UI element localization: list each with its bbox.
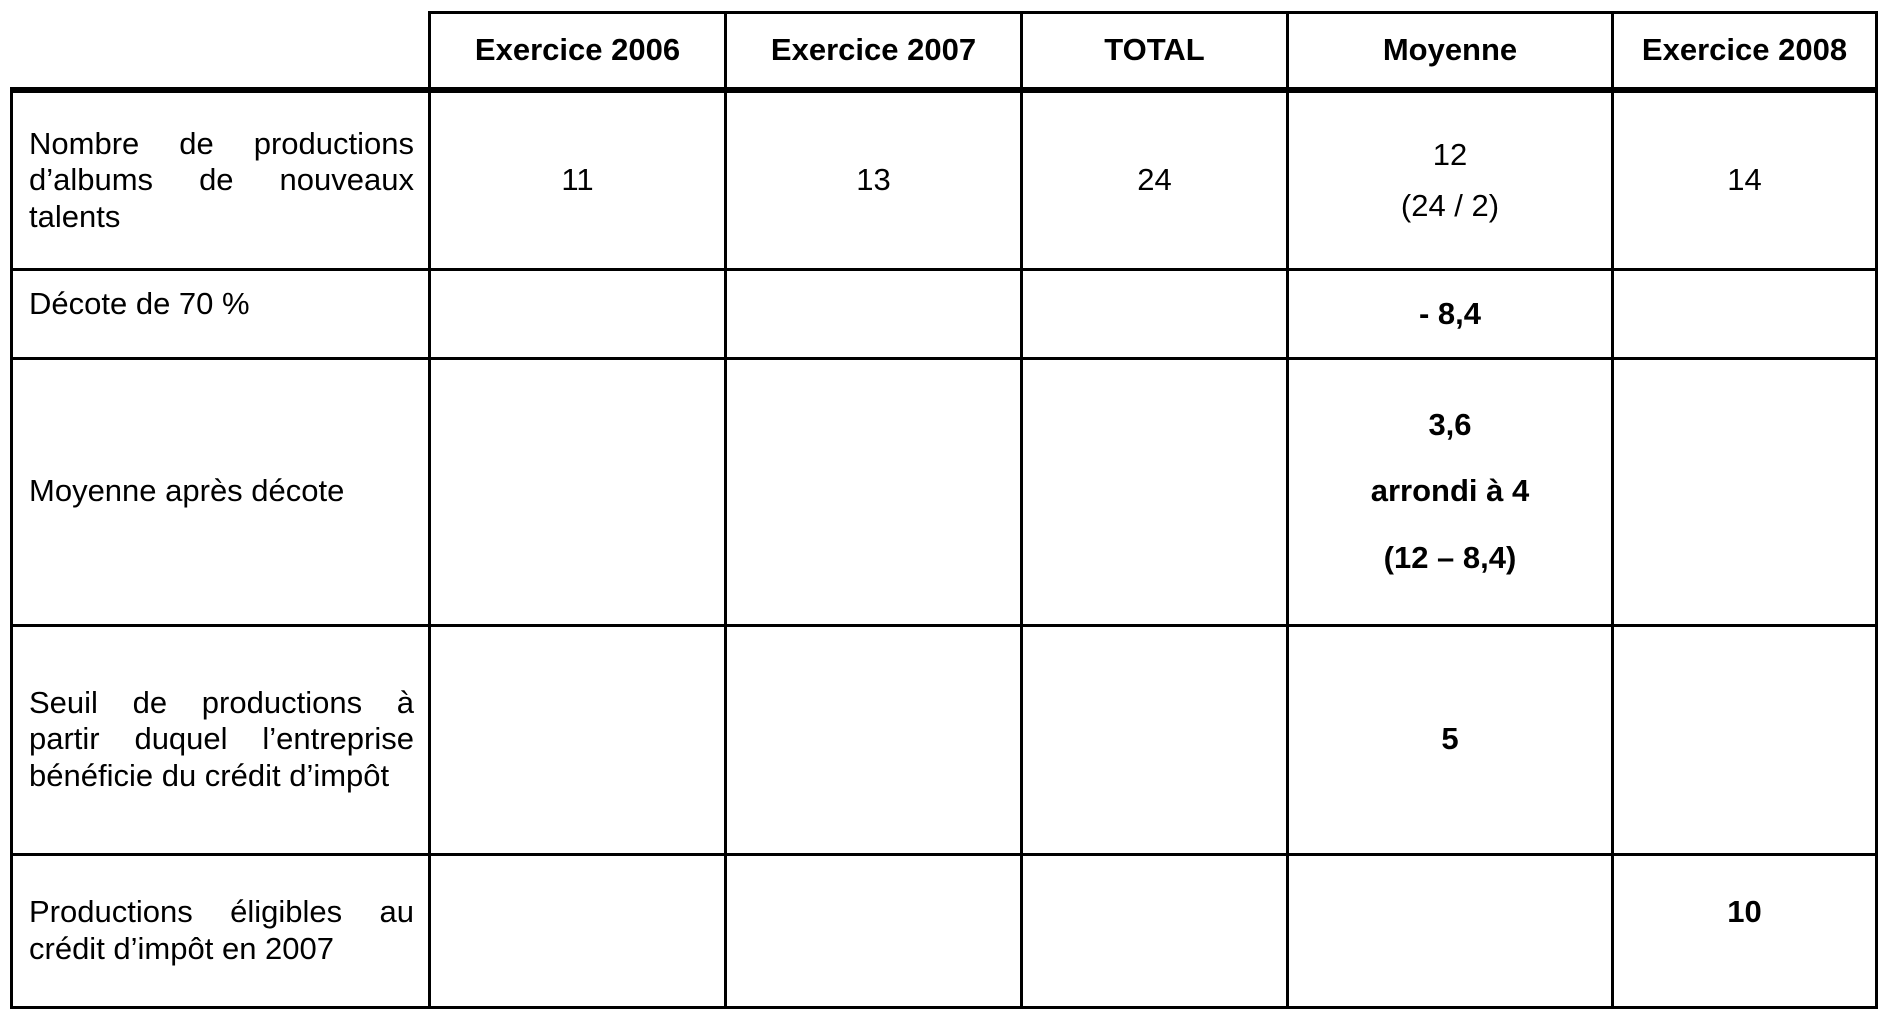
row-label-productions-eligibles: Productions éligibles au crédit d’impôt en 2007 [12, 854, 430, 1008]
cell-eligibles-exercice-2007 [726, 854, 1022, 1008]
header-moyenne: Moyenne [1288, 13, 1613, 91]
cell-seuil-exercice-2007 [726, 625, 1022, 854]
row-label-decote [12, 270, 430, 358]
cell-nombre-exercice-2008: 14 [1613, 90, 1877, 269]
cell-apres-decote-total [1022, 358, 1288, 625]
row-label-seuil: Seuil de productions à partir duquel l’entreprise bénéficie du crédit d’impôt [12, 625, 430, 854]
moyenne-value: 12 [1432, 137, 1468, 173]
table-row-decote [12, 270, 1877, 358]
table-row-seuil [12, 625, 1877, 854]
cell-seuil-exercice-2008 [1613, 625, 1877, 854]
cell-apres-decote-moyenne [1288, 358, 1613, 625]
cell-decote-exercice-2006 [430, 270, 726, 358]
cell-decote-total [1022, 270, 1288, 358]
header-exercice-2007: Exercice 2007 [726, 13, 1022, 91]
cell-seuil-total [1022, 625, 1288, 854]
header-total: TOTAL [1022, 13, 1288, 91]
table-row-nombre-productions [12, 90, 1877, 269]
apres-decote-value: 3,6 [1428, 406, 1472, 442]
cell-apres-decote-exercice-2007 [726, 358, 1022, 625]
cell-nombre-exercice-2006: 11 [430, 90, 726, 269]
cell-eligibles-moyenne [1288, 854, 1613, 1008]
apres-decote-rounded: arrondi à 4 [1370, 473, 1530, 509]
cell-seuil-moyenne: 5 [1288, 625, 1613, 854]
cell-nombre-total: 24 [1022, 90, 1288, 269]
cell-eligibles-exercice-2008 [1613, 854, 1877, 1008]
cell-decote-moyenne: - 8,4 [1288, 270, 1613, 358]
cell-apres-decote-exercice-2006 [430, 358, 726, 625]
cell-nombre-moyenne [1288, 90, 1613, 269]
row-label-nombre-productions: Nombre de productions d’albums de nouveaux talents [12, 90, 430, 269]
moyenne-calculation: (24 / 2) [1400, 187, 1500, 223]
cell-seuil-exercice-2006 [430, 625, 726, 854]
corner-cell [12, 13, 430, 91]
header-row [12, 13, 1877, 91]
table-row-productions-eligibles [12, 854, 1877, 1008]
apres-decote-calculation: (12 – 8,4) [1383, 539, 1517, 575]
row-label-decote-text: Décote de 70 % [29, 285, 250, 321]
eligibles-value: 10 [1727, 894, 1762, 930]
cell-decote-exercice-2008 [1613, 270, 1877, 358]
cell-nombre-exercice-2007: 13 [726, 90, 1022, 269]
table-row-moyenne-apres-decote [12, 358, 1877, 625]
header-exercice-2008: Exercice 2008 [1613, 13, 1877, 91]
cell-apres-decote-exercice-2008 [1613, 358, 1877, 625]
cell-eligibles-total [1022, 854, 1288, 1008]
cell-decote-exercice-2007 [726, 270, 1022, 358]
cell-eligibles-exercice-2006 [430, 854, 726, 1008]
credit-impot-table [10, 11, 1878, 1009]
header-exercice-2006: Exercice 2006 [430, 13, 726, 91]
row-label-moyenne-apres-decote: Moyenne après décote [12, 358, 430, 625]
